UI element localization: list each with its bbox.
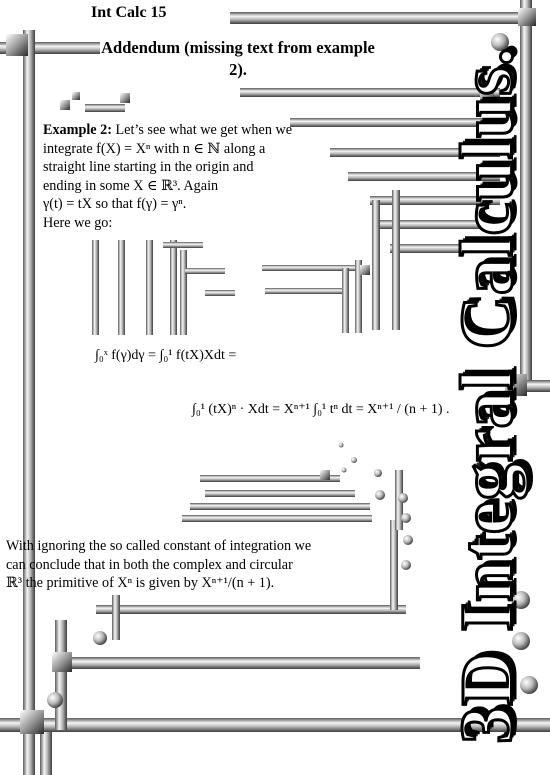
closing-line-2: can conclude that in both the complex and circular xyxy=(6,556,293,573)
closing-line-3: ℝ³ the primitive of Xⁿ is given by Xⁿ⁺¹/(n + 1). xyxy=(6,575,275,591)
closing-line-1: With ignoring the so called constant of integration we xyxy=(6,538,312,554)
document-header: Int Calc 15 xyxy=(91,4,167,21)
example-line-6: Here we go: xyxy=(43,214,113,231)
addendum-subtitle: Addendum (missing text from example 2). xyxy=(101,38,375,79)
equation-line-2: ∫₀¹ (tX)ⁿ · Xdt = Xⁿ⁺¹ ∫₀¹ tⁿ dt = Xⁿ⁺¹ / (n + 1) . xyxy=(192,402,450,417)
example-label: Example 2: xyxy=(43,122,112,138)
vertical-title: 3D Integral Calculus. xyxy=(446,46,529,744)
closing-paragraph xyxy=(6,537,406,593)
example-line-5: γ(t) = tX so that f(γ) = γⁿ. xyxy=(43,196,187,212)
example-paragraph xyxy=(43,121,378,232)
example-line-1: Let’s see what we get when we xyxy=(115,122,293,138)
example-line-4: ending in some X ∈ ℝ³. Again xyxy=(43,177,219,194)
example-line-3: straight line starting in the origin and xyxy=(43,159,254,175)
example-line-2: integrate f(X) = Xⁿ with n ∈ ℕ along a xyxy=(43,140,266,157)
equation-line-1: ∫₀ˣ f(γ)dγ = ∫₀¹ f(tX)Xdt = xyxy=(95,348,237,363)
